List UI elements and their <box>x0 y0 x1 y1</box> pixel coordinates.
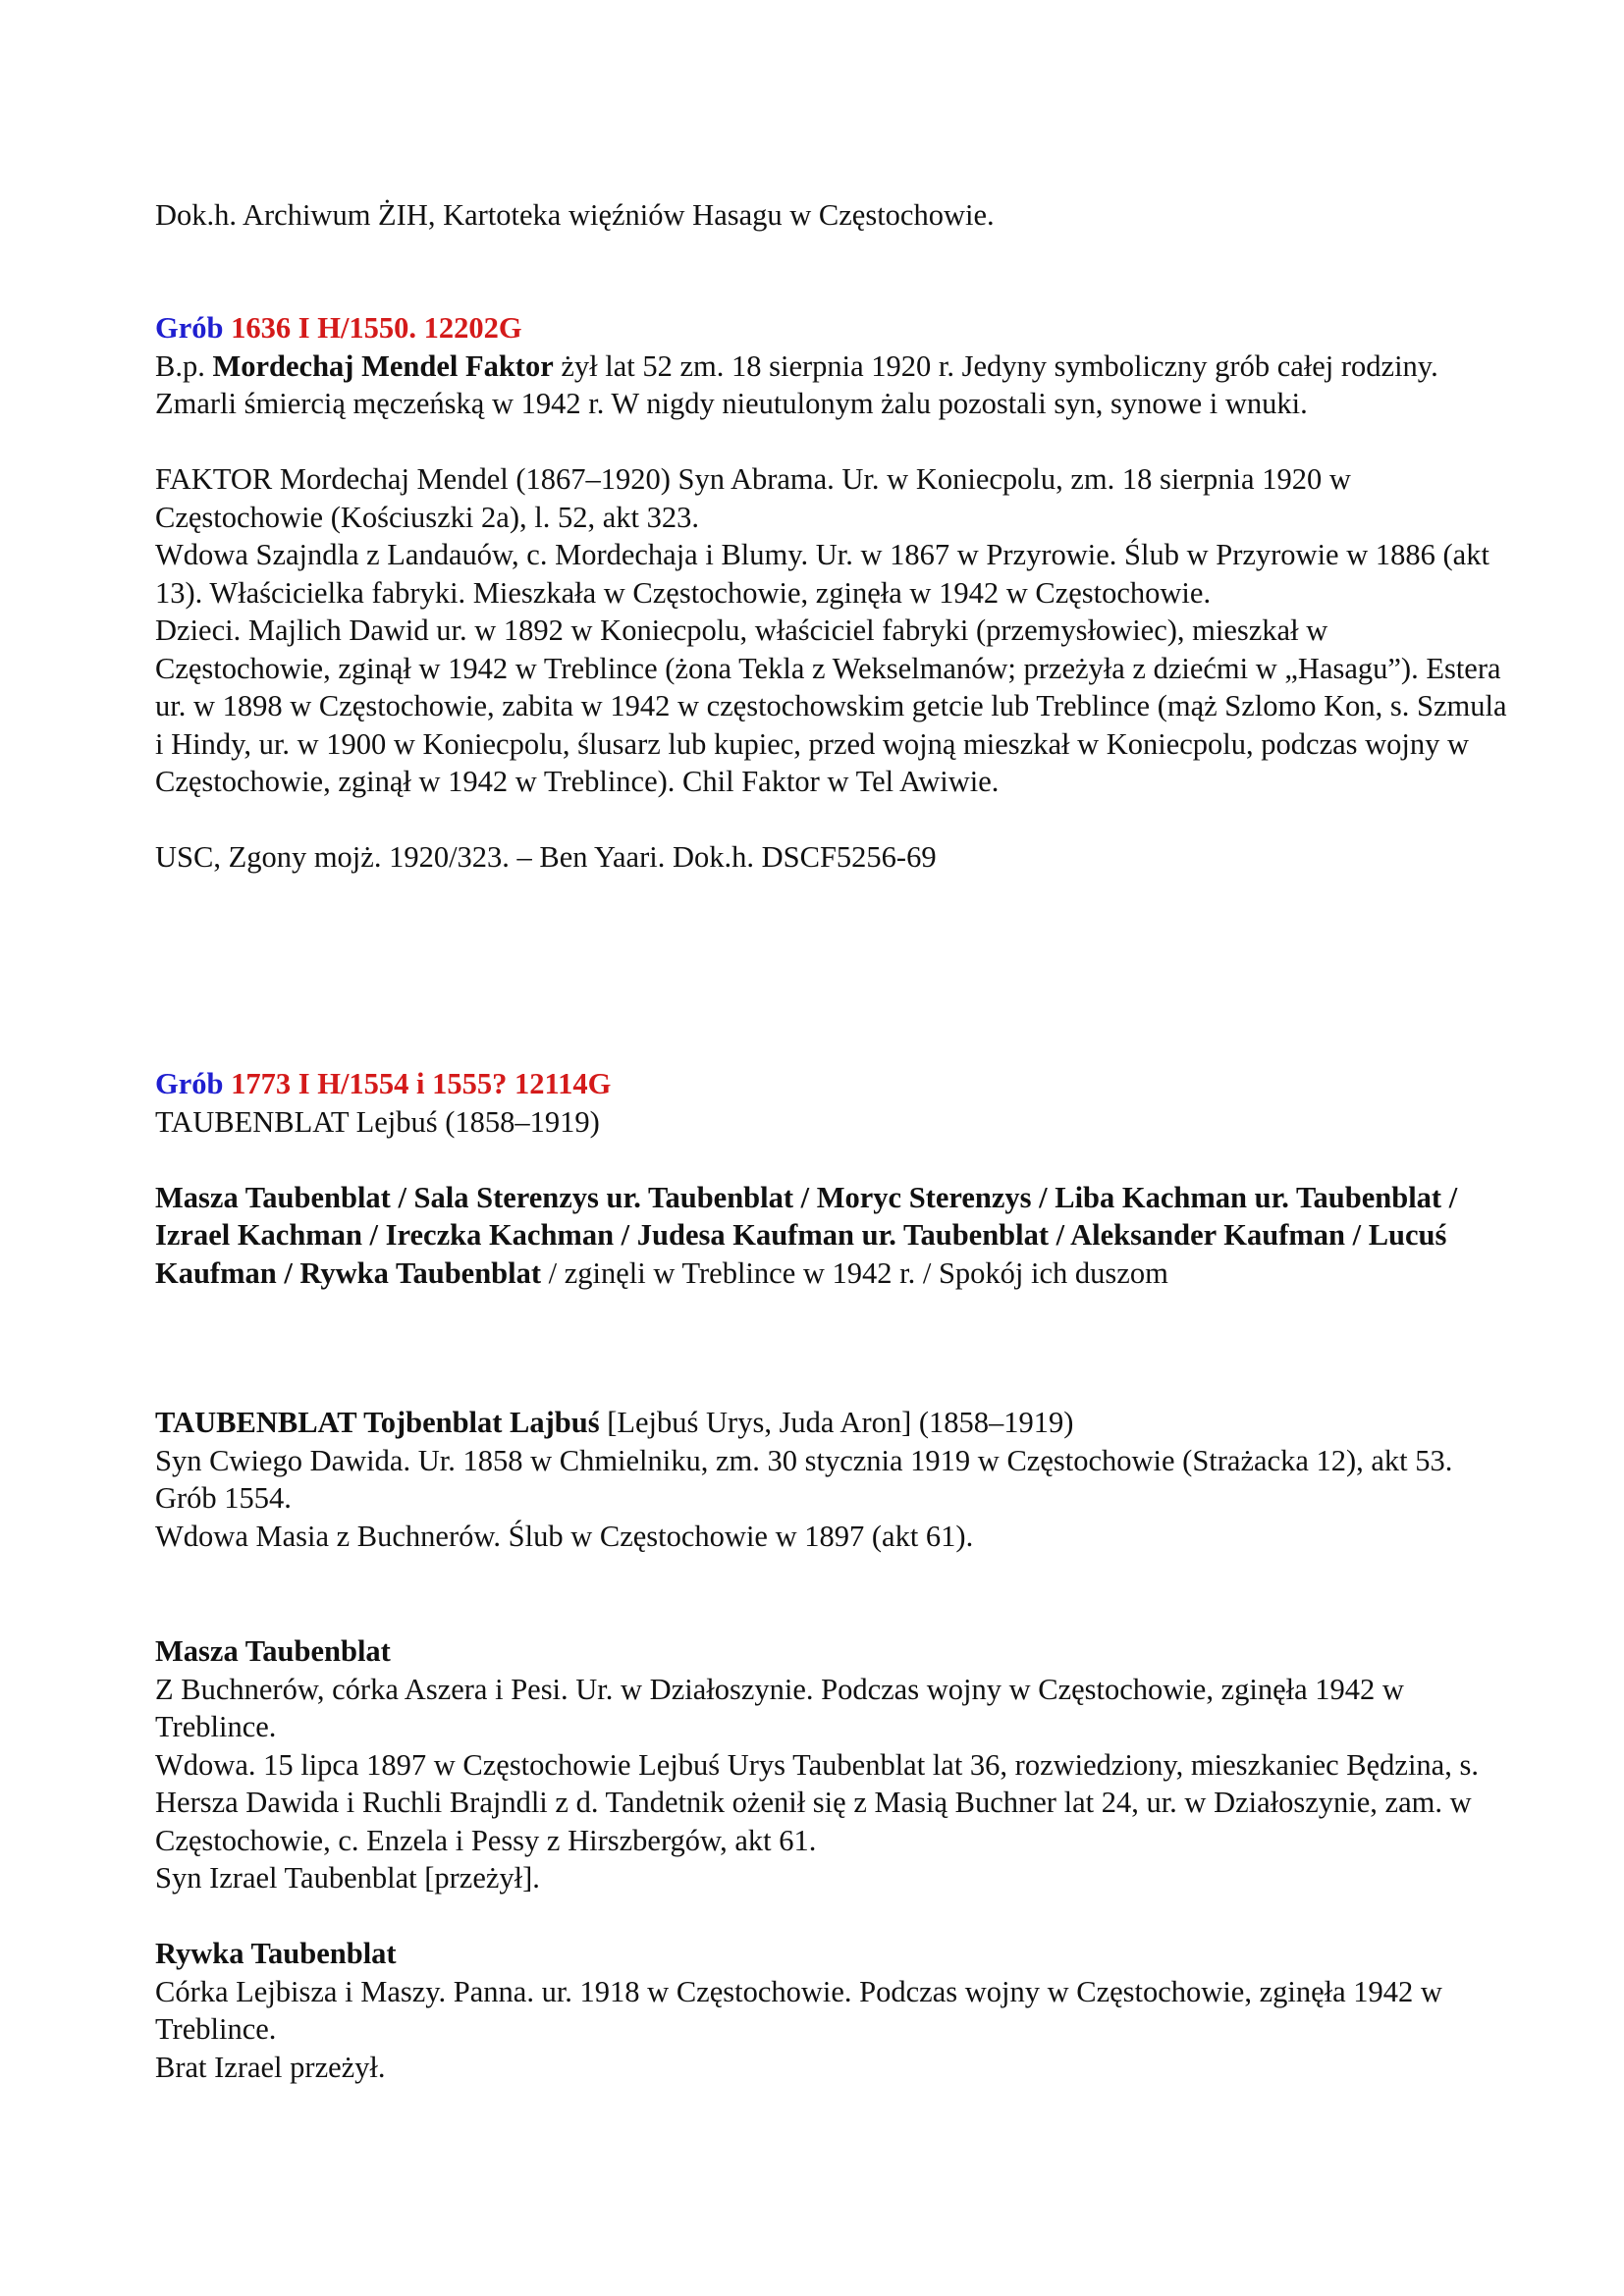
grave-inscription <box>155 347 1510 423</box>
sources-line: USC, Zgony mojż. 1920/323. – Ben Yaari. Dok.h. DSCF5256-69 <box>155 840 937 874</box>
grave-heading <box>155 309 1510 347</box>
bio-paragraph: FAKTOR Mordechaj Mendel (1867–1920) Syn Abrama. Ur. w Koniecpolu, zm. 18 sierpnia 1920 w Częstochowie (Kościuszki 2a), l. 52, akt 323. <box>155 462 1351 534</box>
spacer <box>155 801 1510 839</box>
grave-label: Grób <box>155 1067 224 1100</box>
person-line: Brat Izrael przeżył. <box>155 2050 386 2084</box>
taubenblat-bio <box>155 1404 1510 1555</box>
spacer <box>155 1897 1510 1936</box>
person-line: Syn Izrael Taubenblat [przeżył]. <box>155 1861 540 1895</box>
grave-number: 1636 I H/1550. 12202G <box>231 311 522 345</box>
victims-names: Masza Taubenblat / Sala Sterenzys ur. Taubenblat / Moryc Sterenzys / Liba Kachman ur. Taubenblat / Izrael Kachman / Ireczka Kachman / Judesa Kaufman ur. Taubenblat / Aleksander Kaufman / Lucuś Kaufman / Rywka Taubenblat <box>155 1180 1458 1290</box>
victims-paragraph <box>155 1179 1510 1293</box>
person-line: Wdowa. 15 lipca 1897 w Częstochowie Lejbuś Urys Taubenblat lat 36, rozwiedziony, mieszkaniec Będzina, s. Hersza Dawida i Ruchli Brajndli z d. Tandetnik ożenił się z Masią Buchner lat 24, ur. w Działoszynie, zam. w Częstochowie, c. Enzela i Pessy z Hirszbergów, akt 61. <box>155 1747 1479 1857</box>
bio-paragraph: Dzieci. Majlich Dawid ur. w 1892 w Koniecpolu, właściciel fabryki (przemysłowiec), mieszkał w Częstochowie, zginął w 1942 w Treblince (żona Tekla z Wekselmanów; przeżyła z dziećmi w „Hasagu”). Estera ur. w 1898 w Częstochowie, zabita w 1942 w częstochowskim getcie lub Treblince (mąż Szlomo Kon, s. Szmula i Hindy, ur. w 1900 w Koniecpolu, ślusarz lub kupiec, przed wojną mieszkał w Koniecpolu, podczas wojny w Częstochowie, zginął w 1942 w Treblince). Chil Faktor w Tel Awiwie. <box>155 614 1507 798</box>
person-name-text: Rywka Taubenblat <box>155 1937 397 1970</box>
deceased-name: Mordechaj Mendel Faktor <box>212 348 554 383</box>
intro-source-text: Dok.h. Archiwum ŻIH, Kartoteka więźniów Hasagu w Częstochowie. <box>155 198 995 232</box>
spacer <box>155 423 1510 461</box>
grave-section-1636 <box>155 309 1510 877</box>
person-name-text: Masza Taubenblat <box>155 1634 391 1668</box>
person-name <box>155 1935 1510 1973</box>
grave-number: 1773 I H/1554 i 1555? 12114G <box>231 1067 612 1100</box>
bio-paragraph: Syn Cwiego Dawida. Ur. 1858 w Chmielniku, zm. 30 stycznia 1919 w Częstochowie (Strażacka 12), akt 53. Grób 1554. <box>155 1443 1453 1515</box>
victims-text: / zginęli w Treblince w 1942 r. / Spokój ich duszom <box>541 1255 1168 1290</box>
grave-section-1773 <box>155 1065 1510 1292</box>
bio-paragraph: Wdowa Masia z Buchnerów. Ślub w Częstochowie w 1897 (akt 61). <box>155 1519 974 1553</box>
spacer <box>155 1141 1510 1179</box>
person-masza-taubenblat <box>155 1632 1510 2086</box>
inscription-prefix: B.p. <box>155 348 213 383</box>
grave-heading <box>155 1065 1510 1103</box>
bio-heading <box>155 1404 1510 1442</box>
bio-heading-text: [Lejbuś Urys, Juda Aron] (1858–1919) <box>599 1406 1074 1439</box>
bio-heading-name: TAUBENBLAT Tojbenblat Lajbuś <box>155 1406 600 1439</box>
bio-paragraph: Wdowa Szajndla z Landauów, c. Mordechaja i Blumy. Ur. w 1867 w Przyrowie. Ślub w Przyrowie w 1886 (akt 13). Właścicielka fabryki. Mieszkała w Częstochowie, zginęła w 1942 w Częstochowie. <box>155 538 1489 610</box>
grave-label: Grób <box>155 311 224 345</box>
person-name <box>155 1632 1510 1671</box>
grave-subtitle: TAUBENBLAT Lejbuś (1858–1919) <box>155 1104 600 1139</box>
person-line: Córka Lejbisza i Maszy. Panna. ur. 1918 w Częstochowie. Podczas wojny w Częstochowie, zginęła 1942 w Treblince. <box>155 1974 1442 2046</box>
inscription-text: żył lat 52 zm. 18 sierpnia 1920 r. Jedyny symboliczny grób całej rodziny. Zmarli śmiercią męczeńską w 1942 r. W nigdy nieutulonym żalu pozostali syn, synowe i wnuki. <box>155 348 1438 420</box>
intro-source <box>155 196 1510 235</box>
person-line: Z Buchnerów, córka Aszera i Pesi. Ur. w Działoszynie. Podczas wojny w Częstochowie, zginęła 1942 w Treblince. <box>155 1672 1404 1743</box>
